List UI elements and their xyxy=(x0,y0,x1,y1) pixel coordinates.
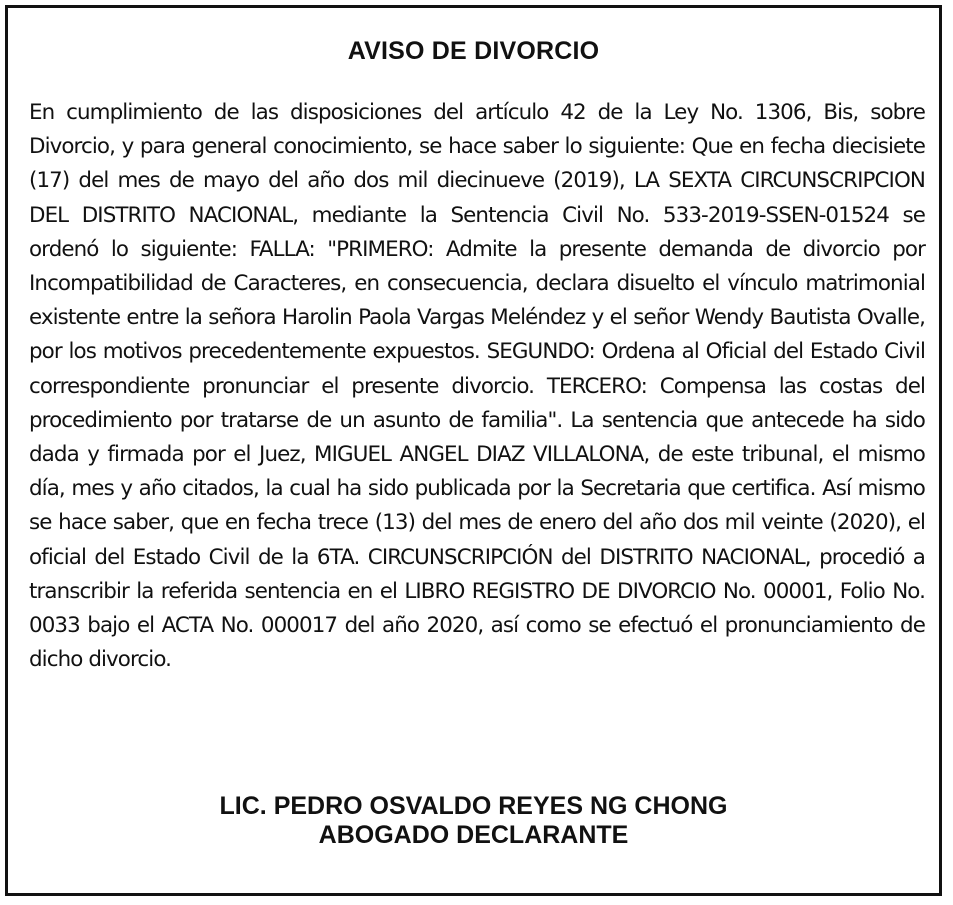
notice-title: AVISO DE DIVORCIO xyxy=(347,37,600,65)
signature-block xyxy=(8,792,939,850)
notice-body: En cumplimiento de las disposiciones del artículo 42 de la Ley No. 1306, Bis, sobre Divorcio, y para general conocimiento, se hace saber lo siguiente: Que en fecha diecisiete (17) del mes de mayo del año dos mil diecinueve (2019), LA SEXTA CIRCUNSCRIPCION DEL DISTRITO NACIONAL, mediante la Sentencia Civil No. 533-2019-SSEN-01524 se ordenó lo siguiente: FALLA: "PRIMERO: Admite la presente demanda de divorcio por Incompatibilidad de Caracteres, en consecuencia, declara disuelto el vínculo matrimonial existente entre la señora Harolin Paola Vargas Meléndez y el señor Wendy Bautista Ovalle, por los motivos precedentemente expuestos. SEGUNDO: Ordena al Oficial del Estado Civil correspondiente pronunciar el presente divorcio. TERCERO: Compensa las costas del procedimiento por tratarse de un asunto de familia". La sentencia que antecede ha sido dada y firmada por el Juez, MIGUEL ANGEL DIAZ VILLALONA, de este tribunal, el mismo día, mes y año citados, la cual ha sido publicada por la Secretaria que certifica. Así mismo se hace saber, que en fecha trece (13) del mes de enero del año dos mil veinte (2020), el oficial del Estado Civil de la 6TA. CIRCUNSCRIPCIÓN del DISTRITO NACIONAL, procedió a transcribir la referida sentencia en el LIBRO REGISTRO DE DIVORCIO No. 00001, Folio No. 0033 bajo el ACTA No. 000017 del año 2020, así como se efectuó el pronunciamiento de dicho divorcio. xyxy=(29,100,925,673)
signature-role: ABOGADO DECLARANTE xyxy=(318,821,629,849)
legal-notice-box xyxy=(5,5,942,896)
signature-name: LIC. PEDRO OSVALDO REYES NG CHONG xyxy=(219,792,728,820)
